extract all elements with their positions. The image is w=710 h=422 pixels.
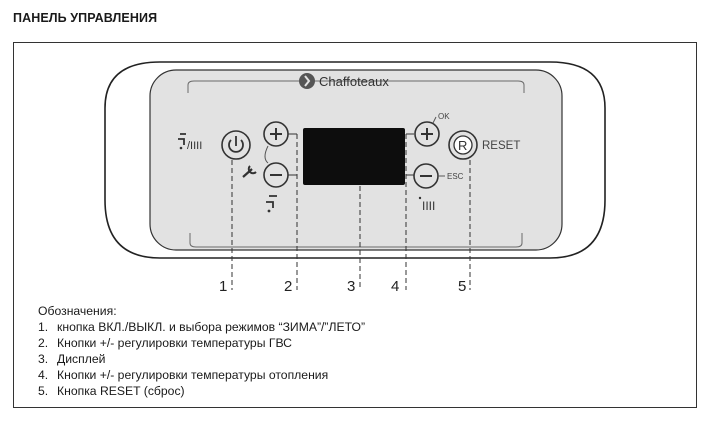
chaffoteaux-logo-icon	[299, 73, 315, 89]
callout-3: 3	[347, 278, 356, 295]
reset-button[interactable]	[449, 131, 477, 159]
legend-item-text: Кнопки +/- регулировки температуры ГВС	[57, 336, 292, 350]
esc-label: ESC	[447, 172, 464, 181]
radiator-icon	[419, 197, 436, 213]
heating-plus-button[interactable]	[415, 122, 439, 146]
legend-item	[38, 383, 365, 399]
legend-item-number: 1.	[38, 320, 49, 334]
callout-1: 1	[219, 278, 228, 295]
reset-icon: R	[458, 138, 468, 153]
legend-item	[38, 351, 365, 367]
power-button[interactable]	[222, 131, 250, 159]
heating-minus-button[interactable]	[414, 164, 438, 188]
display-screen	[303, 128, 405, 185]
legend-title: Обозначения:	[38, 304, 117, 318]
legend-item-number: 2.	[38, 336, 49, 350]
ok-label: OK	[438, 112, 450, 121]
legend-item	[38, 335, 365, 351]
legend-item-text: Дисплей	[57, 352, 106, 366]
page-heading: ПАНЕЛЬ УПРАВЛЕНИЯ	[13, 11, 158, 25]
legend-item-text: Кнопка RESET (сброс)	[57, 384, 185, 398]
callout-4: 4	[391, 278, 400, 295]
dhw-plus-button[interactable]	[264, 122, 288, 146]
reset-label: RESET	[482, 140, 521, 152]
legend-item-number: 5.	[38, 384, 49, 398]
legend-item	[38, 367, 365, 383]
mode-symbol-label: /IIII	[187, 140, 203, 152]
brand-name: Chaffoteaux	[319, 74, 389, 89]
legend-item-number: 4.	[38, 368, 49, 382]
legend-item-text: кнопка ВКЛ./ВЫКЛ. и выбора режимов “ЗИМА”/”ЛЕТО”	[57, 320, 366, 334]
legend-item	[38, 319, 365, 335]
legend-item-number: 3.	[38, 352, 49, 366]
heating-symbol-label: IIII	[422, 199, 436, 213]
callout-2: 2	[284, 278, 293, 295]
legend	[38, 303, 365, 399]
dhw-minus-button[interactable]	[264, 163, 288, 187]
legend-item-text: Кнопки +/- регулировки температуры отопления	[57, 368, 329, 382]
callout-5: 5	[458, 278, 467, 295]
